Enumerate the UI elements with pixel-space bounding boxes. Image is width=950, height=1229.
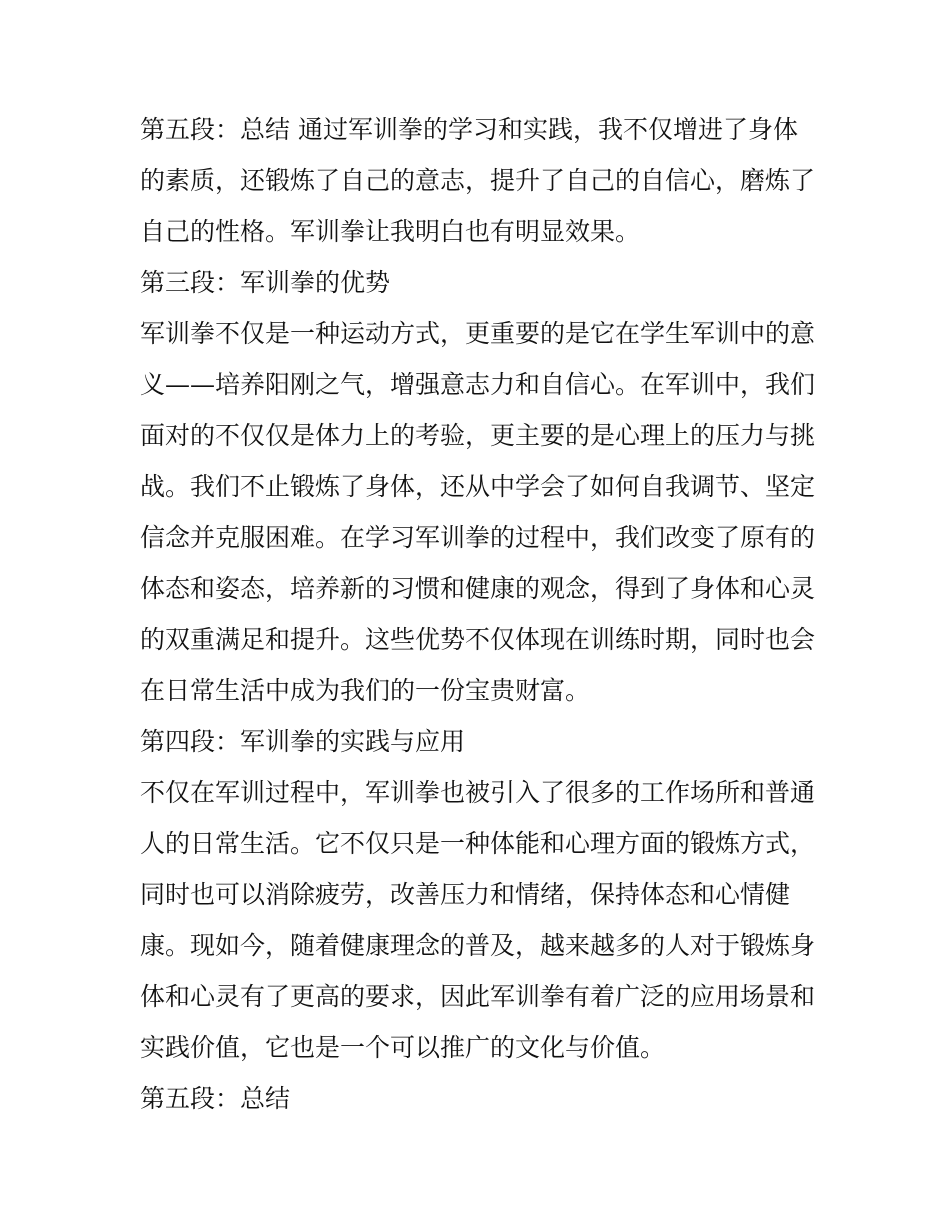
section-heading-practice: 第四段：军训拳的实践与应用: [140, 727, 466, 756]
advantages-paragraph: 军训拳不仅是一种运动方式，更重要的是它在学生军训中的意义——培养阳刚之气，增强意志力和自信心。在军训中，我们面对的不仅仅是体力上的考验，更主要的是心理上的压力与挑战。我们不止锻炼了身体，还从中学会了如何自我调节、坚定信念并克服困难。在学习军训拳的过程中，我们改变了原有的体态和姿态，培养新的习惯和健康的观念，得到了身体和心灵的双重满足和提升。这些优势不仅体现在训练时期，同时也会在日常生活中成为我们的一份宝贵财富。: [140, 319, 816, 705]
section-heading-summary: 第五段：总结: [140, 1084, 291, 1113]
document-body: [140, 104, 815, 1124]
summary-paragraph: 第五段：总结 通过军训拳的学习和实践，我不仅增进了身体的素质，还锻炼了自己的意志，提升了自己的自信心，磨炼了自己的性格。军训拳让我明白也有明显效果。: [140, 115, 816, 246]
practice-paragraph: 不仅在军训过程中，军训拳也被引入了很多的工作场所和普通人的日常生活。它不仅只是一种体能和心理方面的锻炼方式，同时也可以消除疲劳，改善压力和情绪，保持体态和心情健康。现如今，随着健康理念的普及，越来越多的人对于锻炼身体和心灵有了更高的要求，因此军训拳有着广泛的应用场景和实践价值，它也是一个可以推广的文化与价值。: [140, 778, 816, 1062]
section-heading-advantages: 第三段：军训拳的优势: [140, 268, 391, 297]
